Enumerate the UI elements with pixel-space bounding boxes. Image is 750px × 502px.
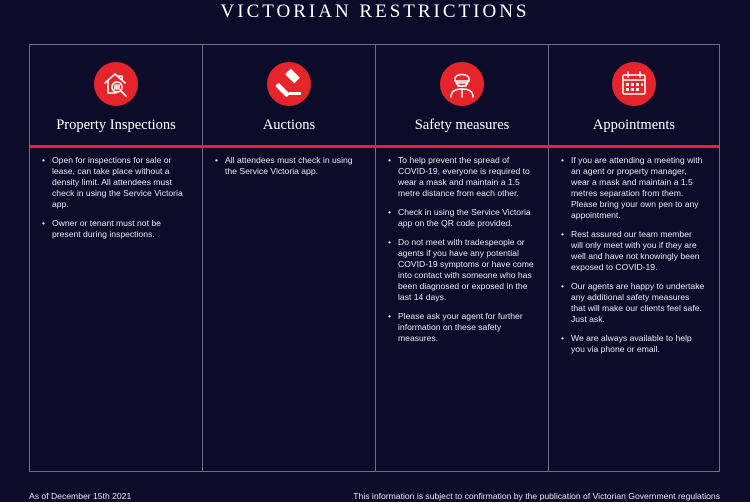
bullet-list <box>42 155 188 248</box>
list-item: • If you are attending a meeting with an agent or property manager, wear a mask and maintain a 1.5 metres separation from them. Please bring your own pen to any appointment. <box>561 155 705 221</box>
list-item: • Please ask your agent for further information on these safety measures. <box>388 311 534 344</box>
column-header <box>376 45 548 145</box>
column-header <box>30 45 202 145</box>
person-with-mask-icon <box>440 62 484 106</box>
bullet-list <box>215 155 361 185</box>
column-property-inspections <box>30 45 202 471</box>
column-header <box>549 45 719 145</box>
column-auctions <box>203 45 375 471</box>
column-appointments <box>549 45 719 471</box>
footer-disclaimer: This information is subject to confirmation by the publication of Victorian Government regulations <box>353 491 720 501</box>
bullet-list <box>388 155 534 352</box>
list-item: • Open for inspections for sale or lease, can take place without a density limit. All attendees must check in using the Service Victoria app. <box>42 155 188 210</box>
footer-date: As of December 15th 2021 <box>29 491 132 501</box>
list-item: • Owner or tenant must not be present during inspections. <box>42 218 188 240</box>
calendar-icon <box>612 62 656 106</box>
column-title: Appointments <box>592 117 676 133</box>
restrictions-table <box>29 44 720 472</box>
column-title: Auctions <box>262 117 316 133</box>
list-item: • To help prevent the spread of COVID-19, everyone is required to wear a mask and maintain a 1.5 metre distance from each other. <box>388 155 534 199</box>
column-safety-measures <box>376 45 548 471</box>
column-title: Safety measures <box>414 117 510 133</box>
column-title: Property Inspections <box>56 117 176 133</box>
house-magnifier-icon <box>94 62 138 106</box>
bullet-list <box>561 155 705 363</box>
list-item: • All attendees must check in using the Service Victoria app. <box>215 155 361 177</box>
list-item: • Check in using the Service Victoria app on the QR code provided. <box>388 207 534 229</box>
page-title: VICTORIAN RESTRICTIONS <box>220 1 530 22</box>
column-header <box>203 45 375 145</box>
list-item: • We are always available to help you via phone or email. <box>561 333 705 355</box>
list-item: • Our agents are happy to undertake any additional safety measures that will make our clients feel safe. Just ask. <box>561 281 705 325</box>
list-item: • Do not meet with tradespeople or agents if you have any potential COVID-19 symptoms or have come into contact with someone who has been diagnosed or exposed in the last 14 days. <box>388 237 534 303</box>
list-item: • Rest assured our team member will only meet with you if they are well and have not knowingly been exposed to COVID-19. <box>561 229 705 273</box>
gavel-icon <box>267 62 311 106</box>
